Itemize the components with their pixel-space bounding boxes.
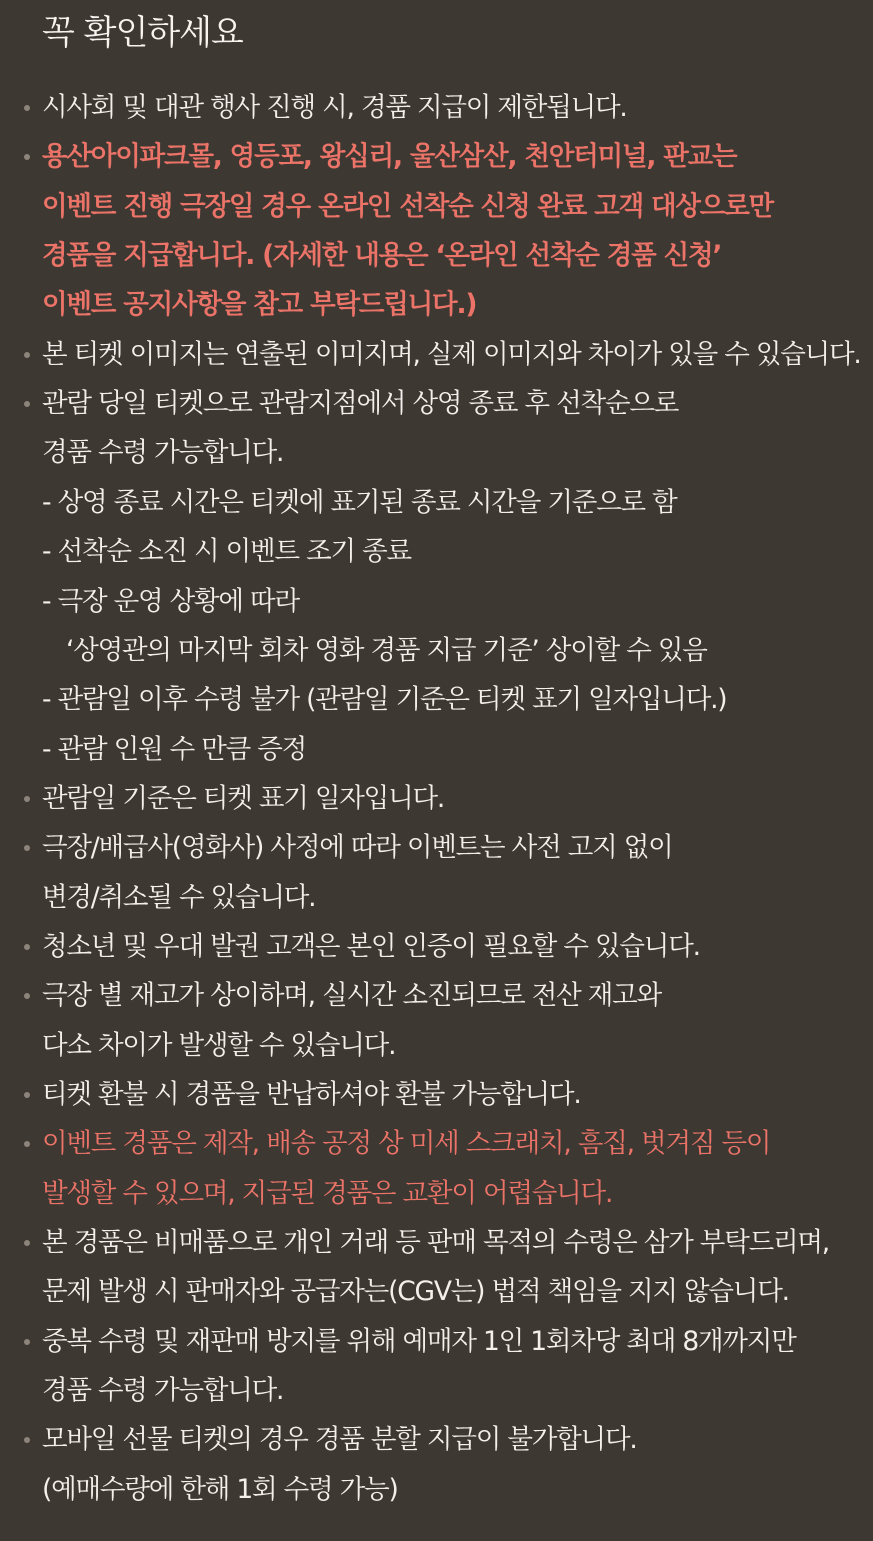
bullet-dot-icon: [24, 105, 30, 111]
bullet-dot-icon: [24, 1240, 30, 1246]
notice-text: 티켓 환불 시 경품을 반납하셔야 환불 가능합니다.: [42, 1079, 581, 1110]
bullet-dot-icon: [24, 1141, 30, 1147]
notice-text: 관람일 기준은 티켓 표기 일자입니다.: [42, 782, 445, 814]
bullet-dot-icon: [24, 352, 30, 358]
notice-text: 변경/취소될 수 있습니다.: [42, 881, 316, 913]
notice-text: 경품을 지급합니다. (자세한 내용은 ‘온라인 선착순 경품 신청’: [42, 240, 722, 272]
notice-text: 시사회 및 대관 행사 진행 시, 경품 지급이 제한됩니다.: [42, 92, 627, 123]
notice-text: 본 티켓 이미지는 연출된 이미지며, 실제 이미지와 차이가 있을 수 있습니다.: [42, 338, 861, 370]
bullet-dot-icon: [24, 154, 30, 160]
notice-text: 극장/배급사(영화사) 사정에 따라 이벤트는 사전 고지 없이: [42, 832, 673, 864]
notice-title: 꼭 확인하세요: [42, 13, 243, 53]
bullet-dot-icon: [24, 845, 30, 851]
bullet-dot-icon: [24, 796, 30, 802]
notice-text: 본 경품은 비매품으로 개인 거래 등 판매 목적의 수령은 삼가 부탁드리며,: [42, 1227, 830, 1259]
notice-text: 경품 수령 가능합니다.: [42, 437, 284, 469]
notice-text: 극장 별 재고가 상이하며, 실시간 소진되므로 전산 재고와: [42, 980, 661, 1012]
bullet-dot-icon: [24, 993, 30, 999]
notice-text: - 관람일 이후 수령 불가 (관람일 기준은 티켓 표기 일자입니다.): [42, 684, 727, 716]
notice-text: - 선착순 소진 시 이벤트 조기 종료: [42, 536, 411, 568]
bullet-dot-icon: [24, 1339, 30, 1345]
notice-text: 이벤트 공지사항을 참고 부탁드립니다.): [42, 289, 477, 321]
notice-text: 경품 수령 가능합니다.: [42, 1375, 284, 1407]
notice-text: 중복 수령 및 재판매 방지를 위해 예매자 1인 1회차당 최대 8개까지만: [42, 1325, 796, 1357]
notice-text: 문제 발생 시 판매자와 공급자는(CGV는) 법적 책임을 지지 않습니다.: [42, 1276, 789, 1308]
notice-text: 청소년 및 우대 발권 고객은 본인 인증이 필요할 수 있습니다.: [42, 930, 700, 962]
notice-text: 관람 당일 티켓으로 관람지점에서 상영 종료 후 선착순으로: [42, 388, 679, 420]
bullet-dot-icon: [24, 1092, 30, 1098]
notice-text: 이벤트 진행 극장일 경우 온라인 선착순 신청 완료 고객 대상으로만: [42, 190, 774, 222]
notice-text: - 상영 종료 시간은 티켓에 표기된 종료 시간을 기준으로 함: [42, 486, 677, 518]
bullet-dot-icon: [24, 1437, 30, 1443]
notice-text: 이벤트 경품은 제작, 배송 공정 상 미세 스크래치, 흠집, 벗겨짐 등이: [42, 1128, 771, 1160]
notice-text: ‘상영관의 마지막 회차 영화 경품 지급 기준’ 상이할 수 있음: [66, 634, 707, 666]
notice-text: 다소 차이가 발생할 수 있습니다.: [42, 1029, 396, 1061]
notice-text: - 극장 운영 상황에 따라: [42, 585, 299, 617]
notice-text: 용산아이파크몰, 영등포, 왕십리, 울산삼산, 천안터미널, 판교는: [42, 141, 737, 173]
notice-text: 발생할 수 있으며, 지급된 경품은 교환이 어렵습니다.: [42, 1177, 613, 1209]
notice-text: 모바일 선물 티켓의 경우 경품 분할 지급이 불가합니다.: [42, 1424, 637, 1456]
bullet-dot-icon: [24, 944, 30, 950]
notice-text: - 관람 인원 수 만큼 증정: [42, 733, 307, 765]
notice-text: (예매수량에 한해 1회 수령 가능): [42, 1473, 398, 1505]
bullet-dot-icon: [24, 401, 30, 407]
